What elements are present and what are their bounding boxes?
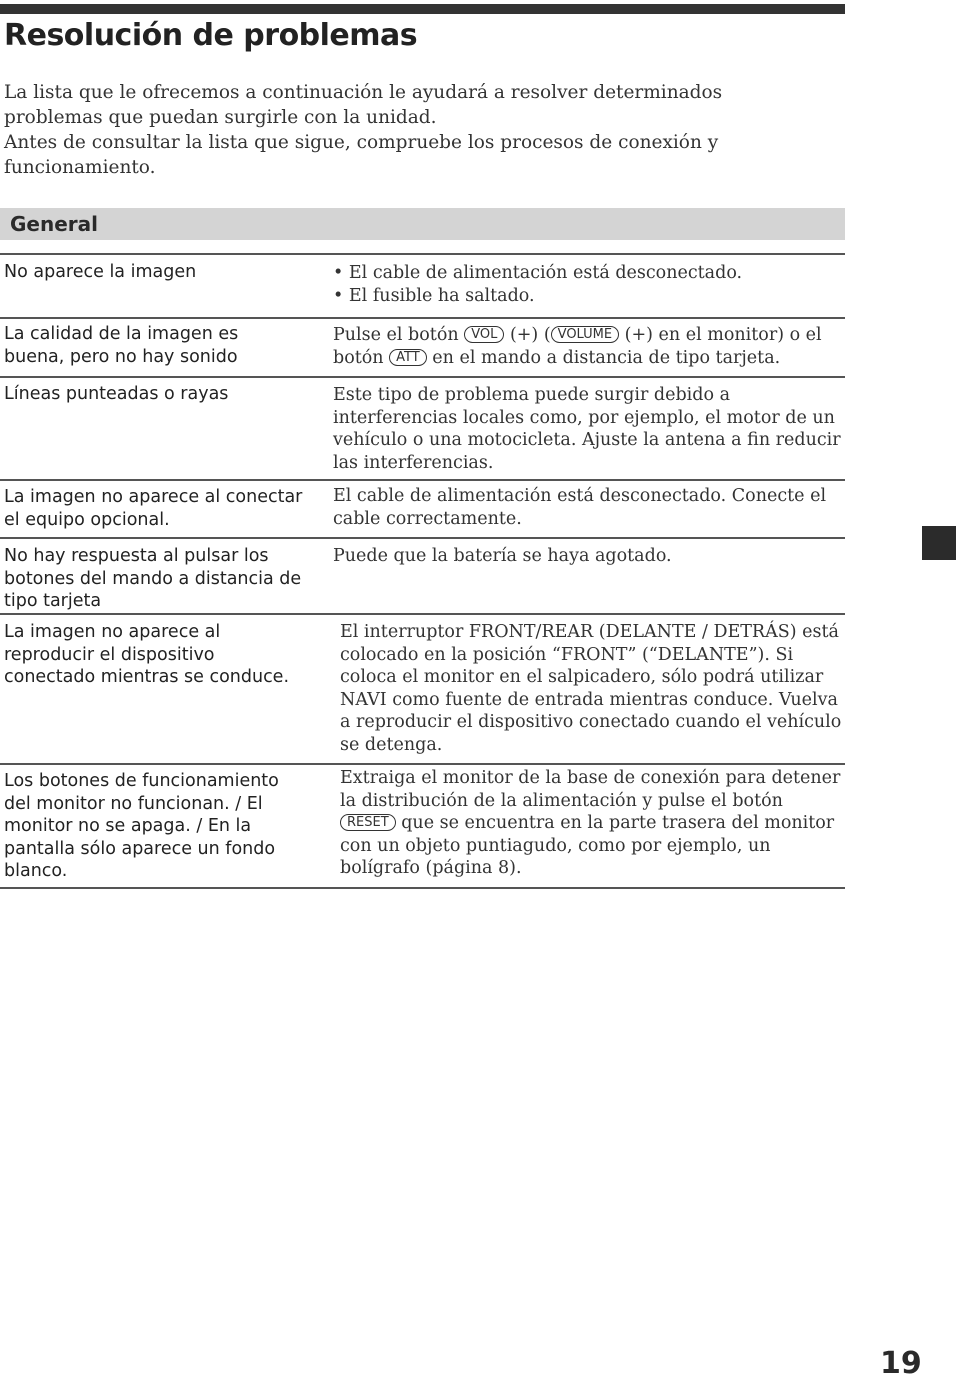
- table-divider: [0, 613, 845, 615]
- solution-fragment: que se encuentra en la parte trasera del monitor con un objeto puntiagudo, como por ejemplo, un bolígrafo (página 8).: [340, 813, 835, 878]
- reset-key-label: RESET: [340, 814, 396, 831]
- section-header: [0, 208, 845, 240]
- table-divider: [0, 253, 845, 255]
- solution-fragment: Extraiga el monitor de la base de conexión para detener la distribución de la alimentación y pulse el botón: [340, 768, 841, 811]
- section-title: General: [10, 212, 98, 236]
- vol-key-label: VOL: [464, 326, 504, 343]
- solution-fragment: (+) en el monitor) o el botón: [333, 325, 822, 368]
- problem-text: No aparece la imagen: [4, 262, 197, 282]
- solution-text: [333, 324, 843, 369]
- page-title: Resolución de problemas: [4, 18, 418, 53]
- intro-text: [4, 80, 844, 180]
- solution-text: [333, 262, 843, 307]
- solution-bullet: • El cable de alimentación está desconectado.: [333, 263, 743, 283]
- solution-bullet: • El fusible ha saltado.: [333, 285, 535, 306]
- solution-text: Este tipo de problema puede surgir debido a interferencias locales como, por ejemplo, el motor de un vehículo o una motocicleta. Ajuste la antena a fin reducir las interferencias.: [333, 385, 841, 473]
- solution-fragment: (+) (: [509, 325, 551, 345]
- table-divider: [0, 376, 845, 378]
- table-divider: [0, 479, 845, 481]
- problem-text: Los botones de funcionamiento del monitor no funcionan. / El monitor no se apaga. / En la pantalla sólo aparece un fondo blanco.: [4, 771, 279, 881]
- solution-fragment: Pulse el botón: [333, 325, 459, 345]
- solution-text: [340, 767, 843, 880]
- table-divider: [0, 887, 845, 889]
- intro-line: Antes de consultar la lista que sigue, compruebe los procesos de conexión y: [4, 132, 719, 153]
- page-number: 19: [880, 1346, 922, 1381]
- intro-line: problemas que puedan surgirle con la unidad.: [4, 107, 437, 128]
- table-divider: [0, 763, 845, 765]
- att-key-label: ATT: [389, 349, 427, 366]
- problem-text: No hay respuesta al pulsar los botones del mando a distancia de tipo tarjeta: [4, 546, 302, 611]
- solution-text: El interruptor FRONT/REAR (DELANTE / DETRÁS) está colocado en la posición “FRONT” (“DELANTE”). Si coloca el monitor en el salpicadero, sólo podrá utilizar NAVI como fuente de entrada mientras conduce. Vuelva a reproducir el dispositivo conectado cuando el vehículo se detenga.: [340, 622, 842, 755]
- solution-text: Puede que la batería se haya agotado.: [333, 546, 672, 566]
- problem-text: La imagen no aparece al reproducir el dispositivo conectado mientras se conduce.: [4, 622, 290, 687]
- table-divider: [0, 537, 845, 539]
- volume-key-label: VOLUME: [551, 326, 619, 343]
- problem-text: La calidad de la imagen es buena, pero no hay sonido: [4, 324, 239, 367]
- solution-fragment: en el mando a distancia de tipo tarjeta.: [432, 347, 781, 368]
- intro-line: La lista que le ofrecemos a continuación le ayudará a resolver determinados: [4, 82, 723, 103]
- section-thumb-tab: [922, 526, 956, 560]
- intro-line: funcionamiento.: [4, 157, 156, 178]
- table-divider: [0, 317, 845, 319]
- header-bar: [0, 4, 845, 14]
- solution-text: El cable de alimentación está desconectado. Conecte el cable correctamente.: [333, 486, 827, 529]
- problem-text: Líneas punteadas o rayas: [4, 384, 229, 404]
- problem-text: La imagen no aparece al conectar el equipo opcional.: [4, 487, 303, 530]
